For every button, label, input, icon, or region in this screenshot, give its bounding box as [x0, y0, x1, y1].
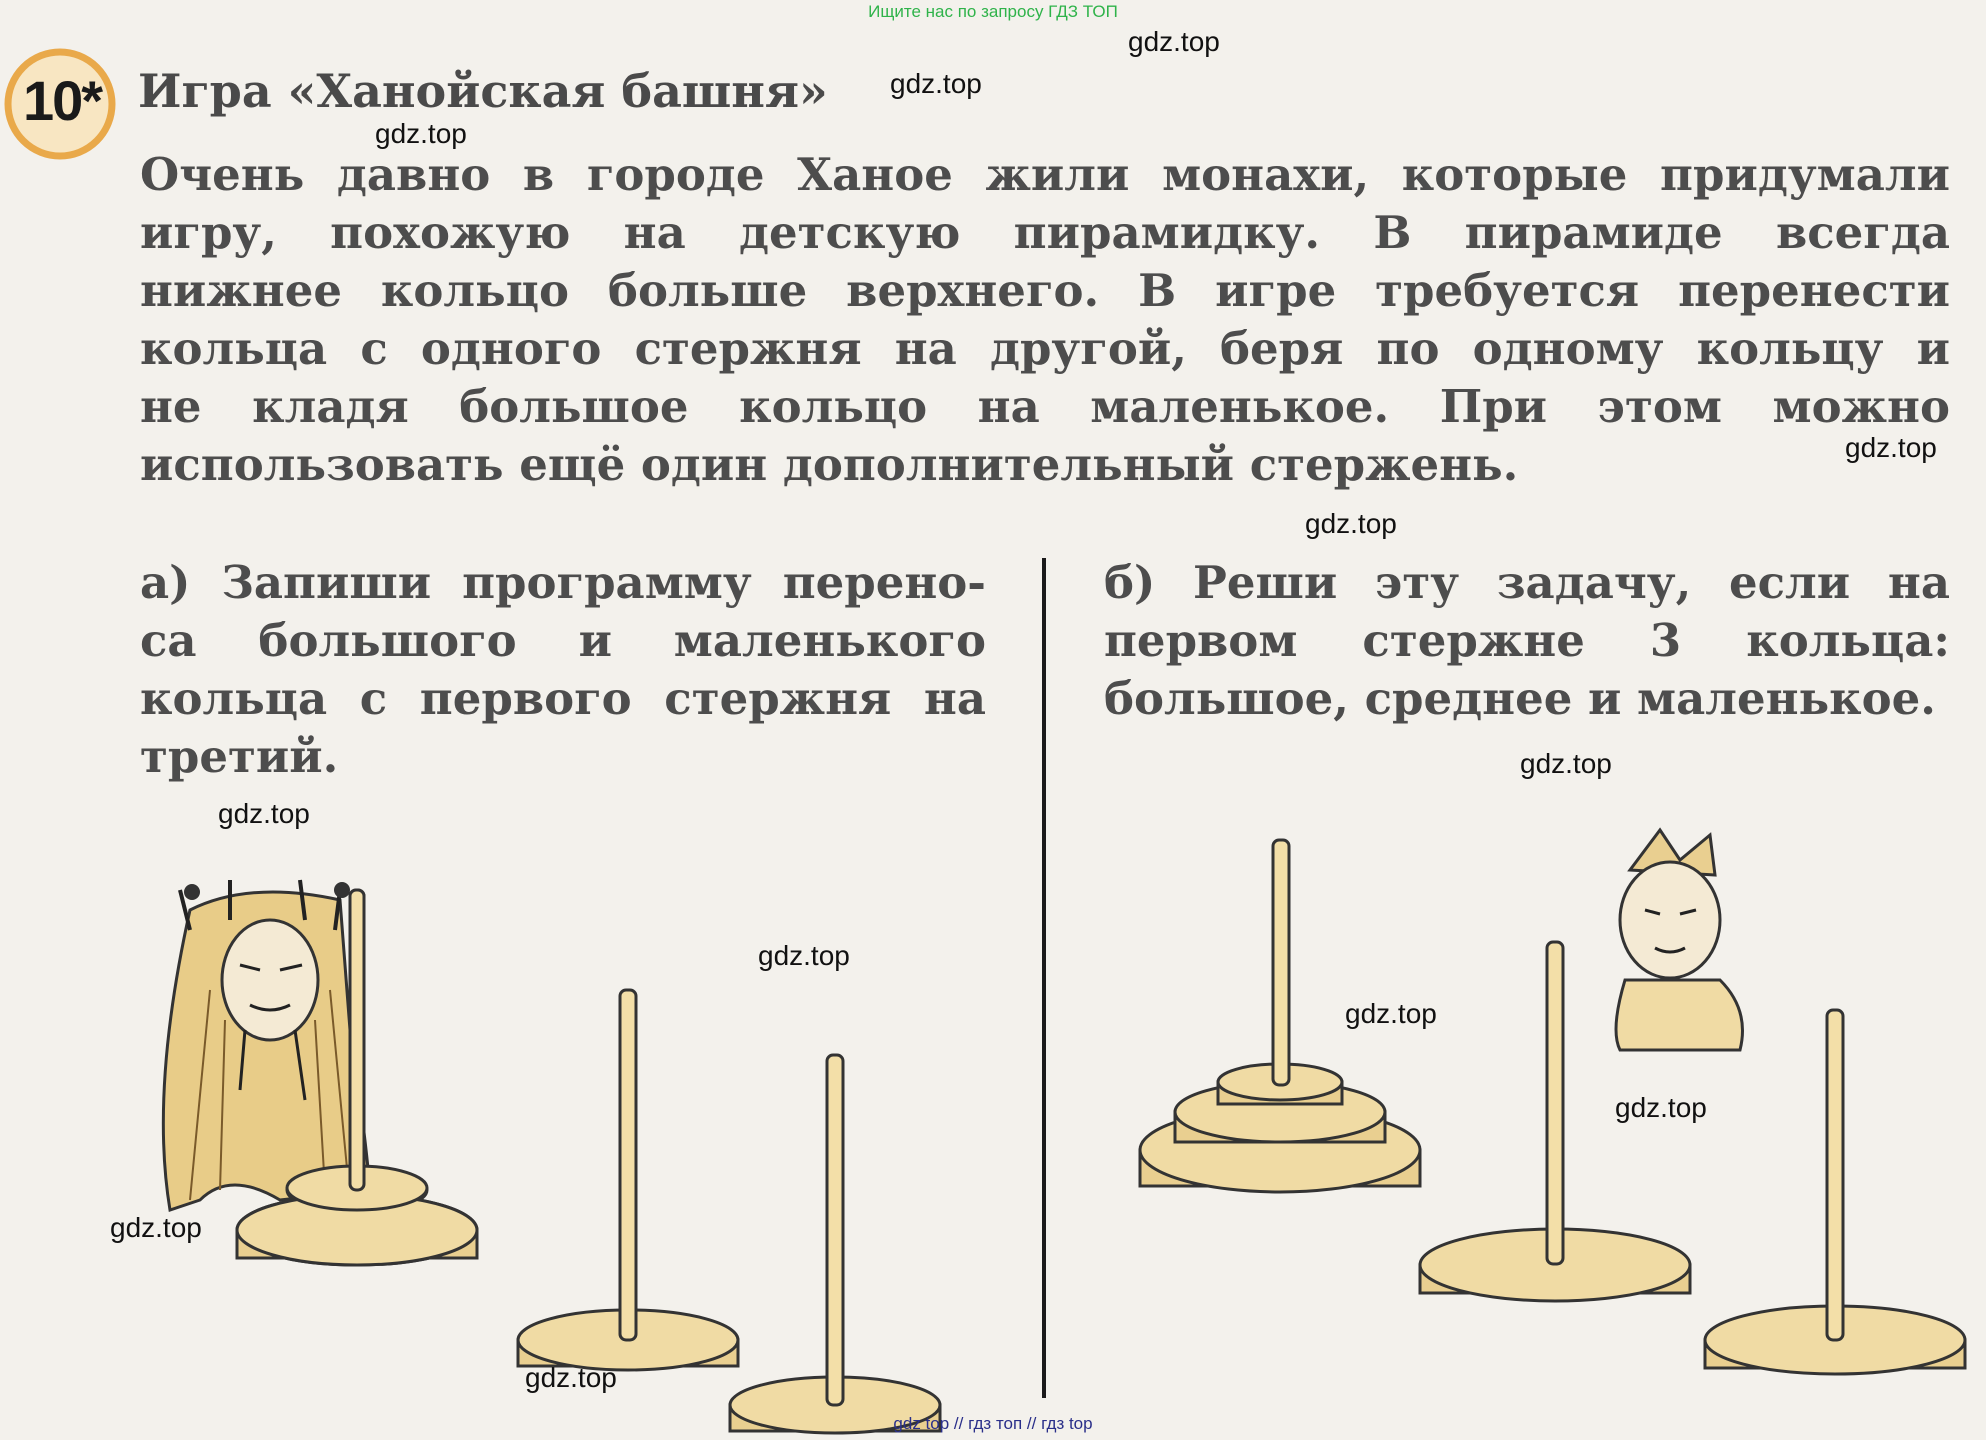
intro-line: Очень давно в городе Ханое жили монахи, которые придумали	[140, 148, 1950, 201]
watermark: gdz.top	[890, 68, 982, 99]
watermark: gdz.top	[218, 798, 310, 829]
watermark: gdz.top	[1615, 1092, 1707, 1123]
intro-line: использовать ещё один дополнительный стержень.	[140, 438, 1519, 491]
part-a-line: кольца с первого стержня на	[140, 672, 986, 725]
intro-line: не кладя большое кольцо на маленькое. При этом можно	[140, 380, 1950, 433]
intro-line: нижнее кольцо больше верхнего. В игре требуется перенести	[140, 264, 1950, 317]
part-a-line: а) Запиши программу перено-	[140, 556, 986, 609]
task-number-badge	[4, 48, 116, 160]
rod-2	[518, 990, 738, 1370]
task-title: Игра «Ханойская башня»	[138, 64, 828, 118]
part-a-line: третий.	[140, 730, 339, 783]
watermark: gdz.top	[525, 1362, 617, 1393]
footer-links[interactable]: gdz top // гдз топ // гдз top	[893, 1414, 1093, 1433]
hanoi-two-rings-illustration	[130, 870, 1050, 1390]
watermark: gdz.top	[110, 1212, 202, 1243]
watermark: gdz.top	[758, 940, 850, 971]
monk-figure-icon	[163, 880, 370, 1210]
task-number: 10*	[22, 69, 102, 132]
hanoi-three-rings-illustration	[1140, 830, 1986, 1390]
watermark: gdz.top	[375, 118, 467, 149]
watermark: gdz.top	[1345, 998, 1437, 1029]
watermark: gdz.top	[1845, 432, 1937, 463]
part-b-line: б) Реши эту задачу, если на	[1104, 556, 1950, 609]
watermark: gdz.top	[1128, 26, 1220, 57]
intro-line: игру, похожую на детскую пирамидку. В пирамиде всегда	[140, 206, 1950, 259]
rod-3	[730, 1055, 940, 1433]
girl-figure-icon	[1616, 830, 1743, 1050]
watermark: gdz.top	[1305, 508, 1397, 539]
rod-3	[1705, 1010, 1965, 1374]
watermark: gdz.top	[1520, 748, 1612, 779]
part-b-line: большое, среднее и маленькое.	[1104, 672, 1936, 725]
part-b-line: первом стержне 3 кольца:	[1104, 614, 1950, 667]
part-a-line: са большого и маленького	[140, 614, 986, 667]
top-search-note[interactable]: Ищите нас по запросу ГДЗ ТОП	[868, 2, 1118, 21]
intro-line: кольца с одного стержня на другой, беря по одному кольцу и	[140, 322, 1950, 375]
